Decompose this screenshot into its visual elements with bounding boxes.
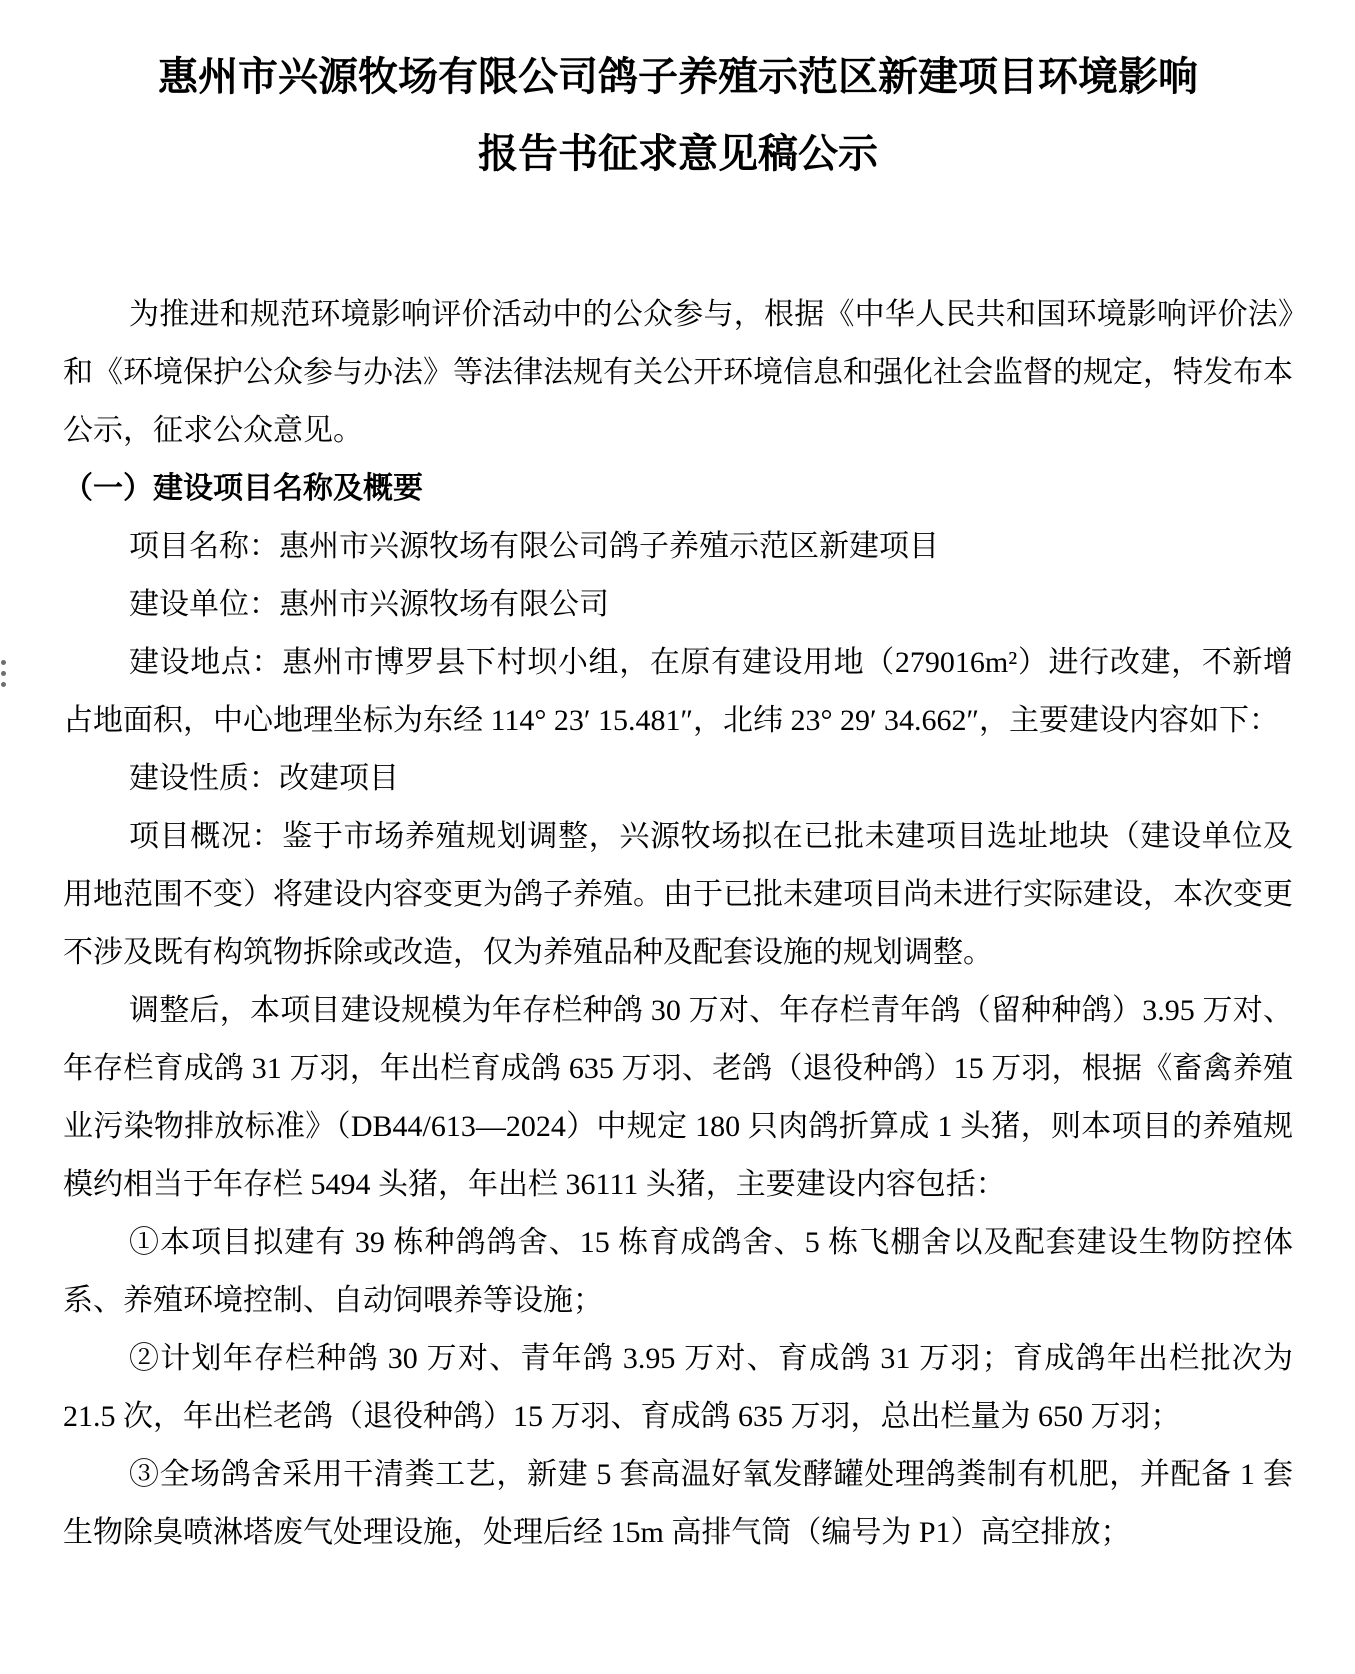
drag-handle-dot — [1, 660, 6, 665]
drag-handle-dot — [1, 682, 6, 687]
drag-handle-icon[interactable] — [1, 660, 6, 687]
item-2-paragraph: ②计划年存栏种鸽 30 万对、青年鸽 3.95 万对、育成鸽 31 万羽；育成鸽年出栏批次为 21.5 次，年出栏老鸽（退役种鸽）15 万羽、育成鸽 635 万羽，总出栏量为 650 万羽； — [63, 1342, 1293, 1433]
document-title — [63, 20, 1293, 192]
item-1-paragraph: ①本项目拟建有 39 栋种鸽鸽舍、15 栋育成鸽舍、5 栋飞棚舍以及配套建设生物防控体系、养殖环境控制、自动饲喂养等设施； — [63, 1226, 1293, 1317]
document-title-line-1: 惠州市兴源牧场有限公司鸽子养殖示范区新建项目环境影响 — [158, 54, 1198, 99]
construction-site-paragraph: 建设地点：惠州市博罗县下村坝小组，在原有建设用地（279016m²）进行改建，不新增占地面积，中心地理坐标为东经 114° 23′ 15.481″，北纬 23° 29′ 34.662″，主要建设内容如下： — [63, 646, 1293, 737]
document-title-line-2: 报告书征求意见稿公示 — [478, 131, 878, 176]
project-overview-paragraph: 项目概况：鉴于市场养殖规划调整，兴源牧场拟在已批未建项目选址地块（建设单位及用地范围不变）将建设内容变更为鸽子养殖。由于已批未建项目尚未进行实际建设，本次变更不涉及既有构筑物拆除或改造，仅为养殖品种及配套设施的规划调整。 — [63, 820, 1293, 969]
drag-handle-dot — [1, 671, 6, 676]
intro-paragraph: 为推进和规范环境影响评价活动中的公众参与，根据《中华人民共和国环境影响评价法》和《环境保护公众参与办法》等法律法规有关公开环境信息和强化社会监督的规定，特发布本公示，征求公众意见。 — [63, 298, 1293, 447]
adjusted-scale-paragraph: 调整后，本项目建设规模为年存栏种鸽 30 万对、年存栏青年鸽（留种种鸽）3.95 万对、年存栏育成鸽 31 万羽，年出栏育成鸽 635 万羽、老鸽（退役种鸽）15 万羽，根据《畜禽养殖业污染物排放标准》（DB44/613—2024）中规定 180 只肉鸽折算成 1 头猪，则本项目的养殖规模约相当于年存栏 5494 头猪，年出栏 36111 头猪，主要建设内容包括： — [63, 994, 1293, 1201]
construction-nature-line: 建设性质：改建项目 — [129, 762, 399, 795]
item-3-paragraph: ③全场鸽舍采用干清粪工艺，新建 5 套高温好氧发酵罐处理鸽粪制有机肥，并配备 1 套生物除臭喷淋塔废气处理设施，处理后经 15m 高排气筒（编号为 P1）高空排放； — [63, 1458, 1293, 1549]
project-name-line: 项目名称：惠州市兴源牧场有限公司鸽子养殖示范区新建项目 — [129, 530, 939, 563]
construction-unit-line: 建设单位：惠州市兴源牧场有限公司 — [129, 588, 609, 621]
section-1-heading: （一）建设项目名称及概要 — [63, 472, 423, 505]
